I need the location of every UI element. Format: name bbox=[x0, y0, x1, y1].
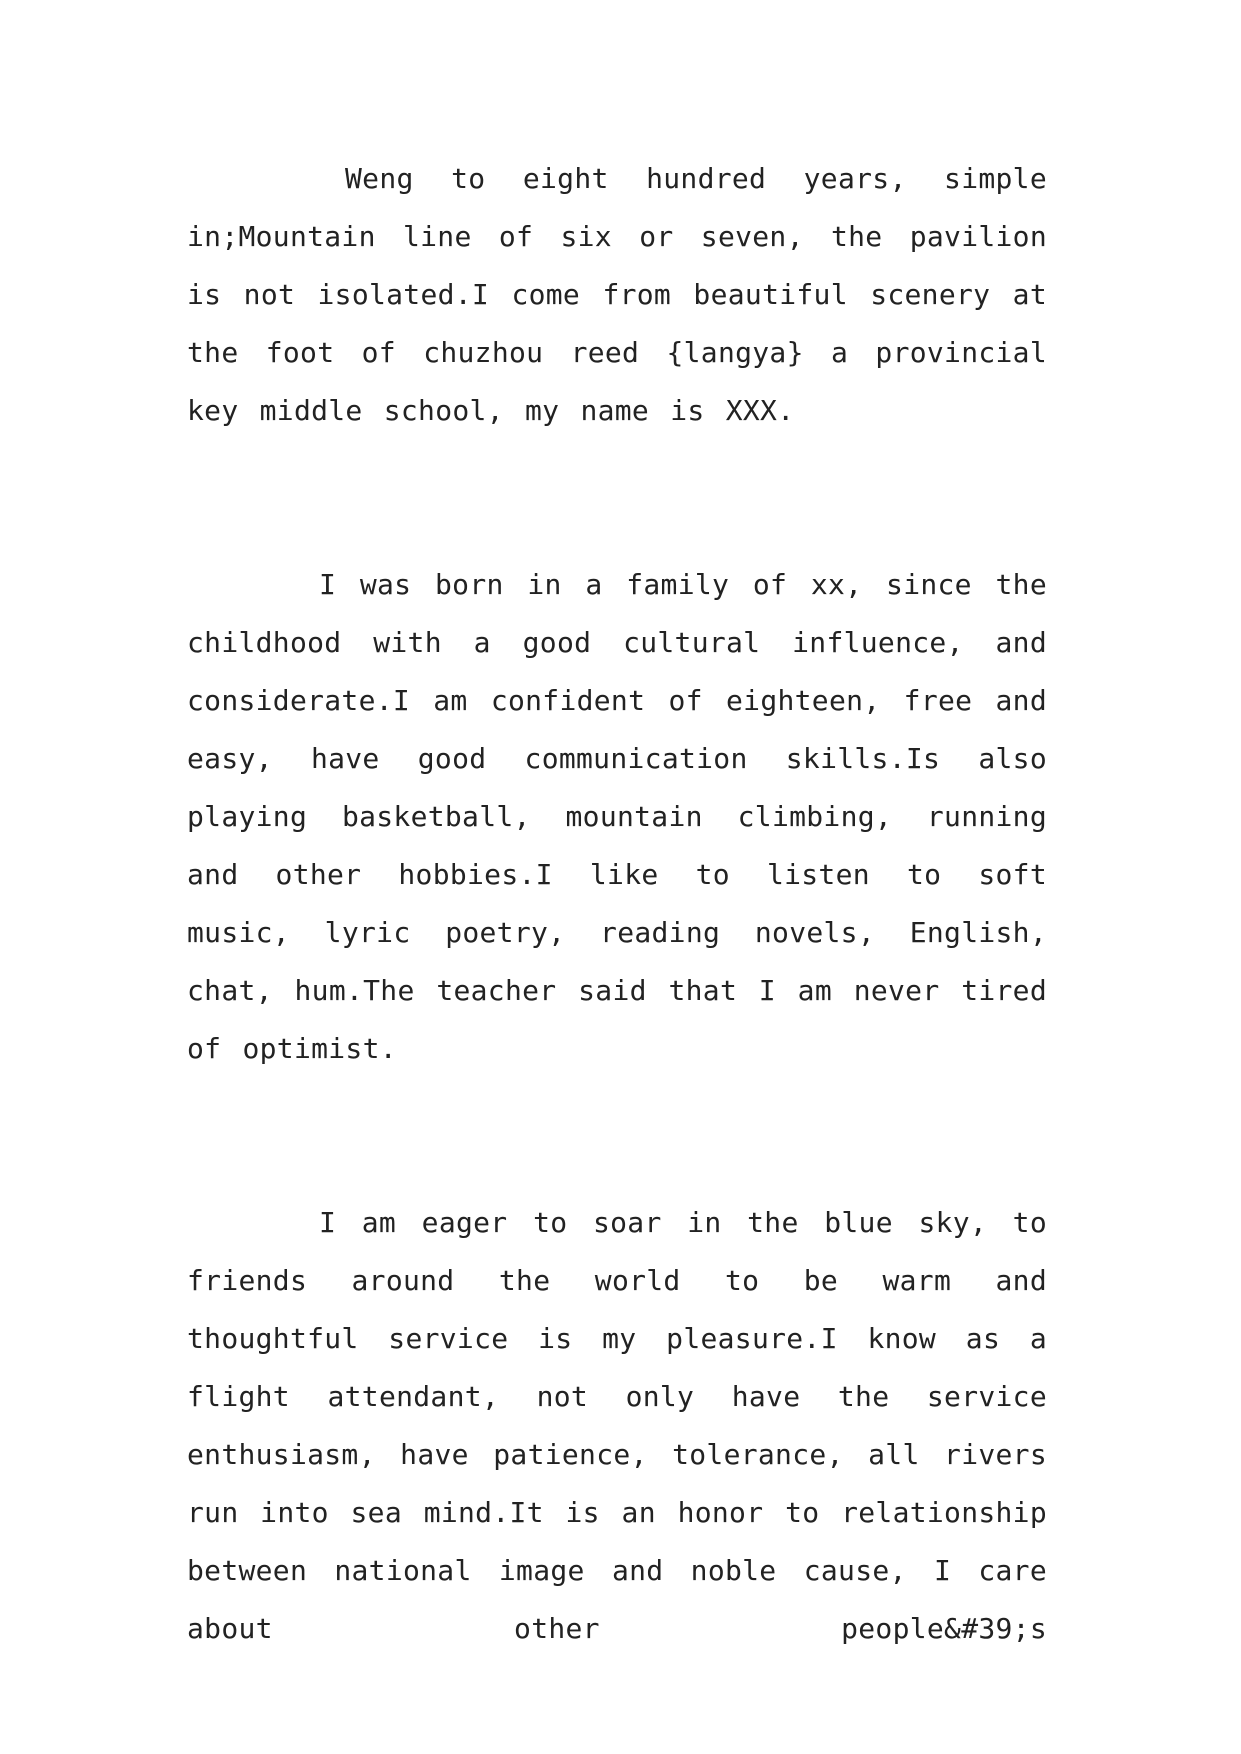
document-body bbox=[187, 150, 1047, 1658]
paragraph-aspiration: I am eager to soar in the blue sky, to friends around the world to be warm and thoughtful service is my pleasure.I know as a flight attendant, not only have the service enthusiasm, have patience, tolerance, all rivers run into sea mind.It is an honor to relationship between national image and noble cause, I care about other people&#39;s bbox=[187, 1206, 1047, 1645]
paragraph-background: I was born in a family of xx, since the childhood with a good cultural influence, and considerate.I am confident of eighteen, free and easy, have good communication skills.Is also playing basketball, mountain climbing, running and other hobbies.I like to listen to soft music, lyric poetry, reading novels, English, chat, hum.The teacher said that I am never tired of optimist. bbox=[187, 568, 1047, 1065]
paragraph-intro: Weng to eight hundred years, simple in;Mountain line of six or seven, the pavilion is not isolated.I come from beautiful scenery at the foot of chuzhou reed {langya} a provincial key middle school, my name is XXX. bbox=[187, 162, 1047, 427]
